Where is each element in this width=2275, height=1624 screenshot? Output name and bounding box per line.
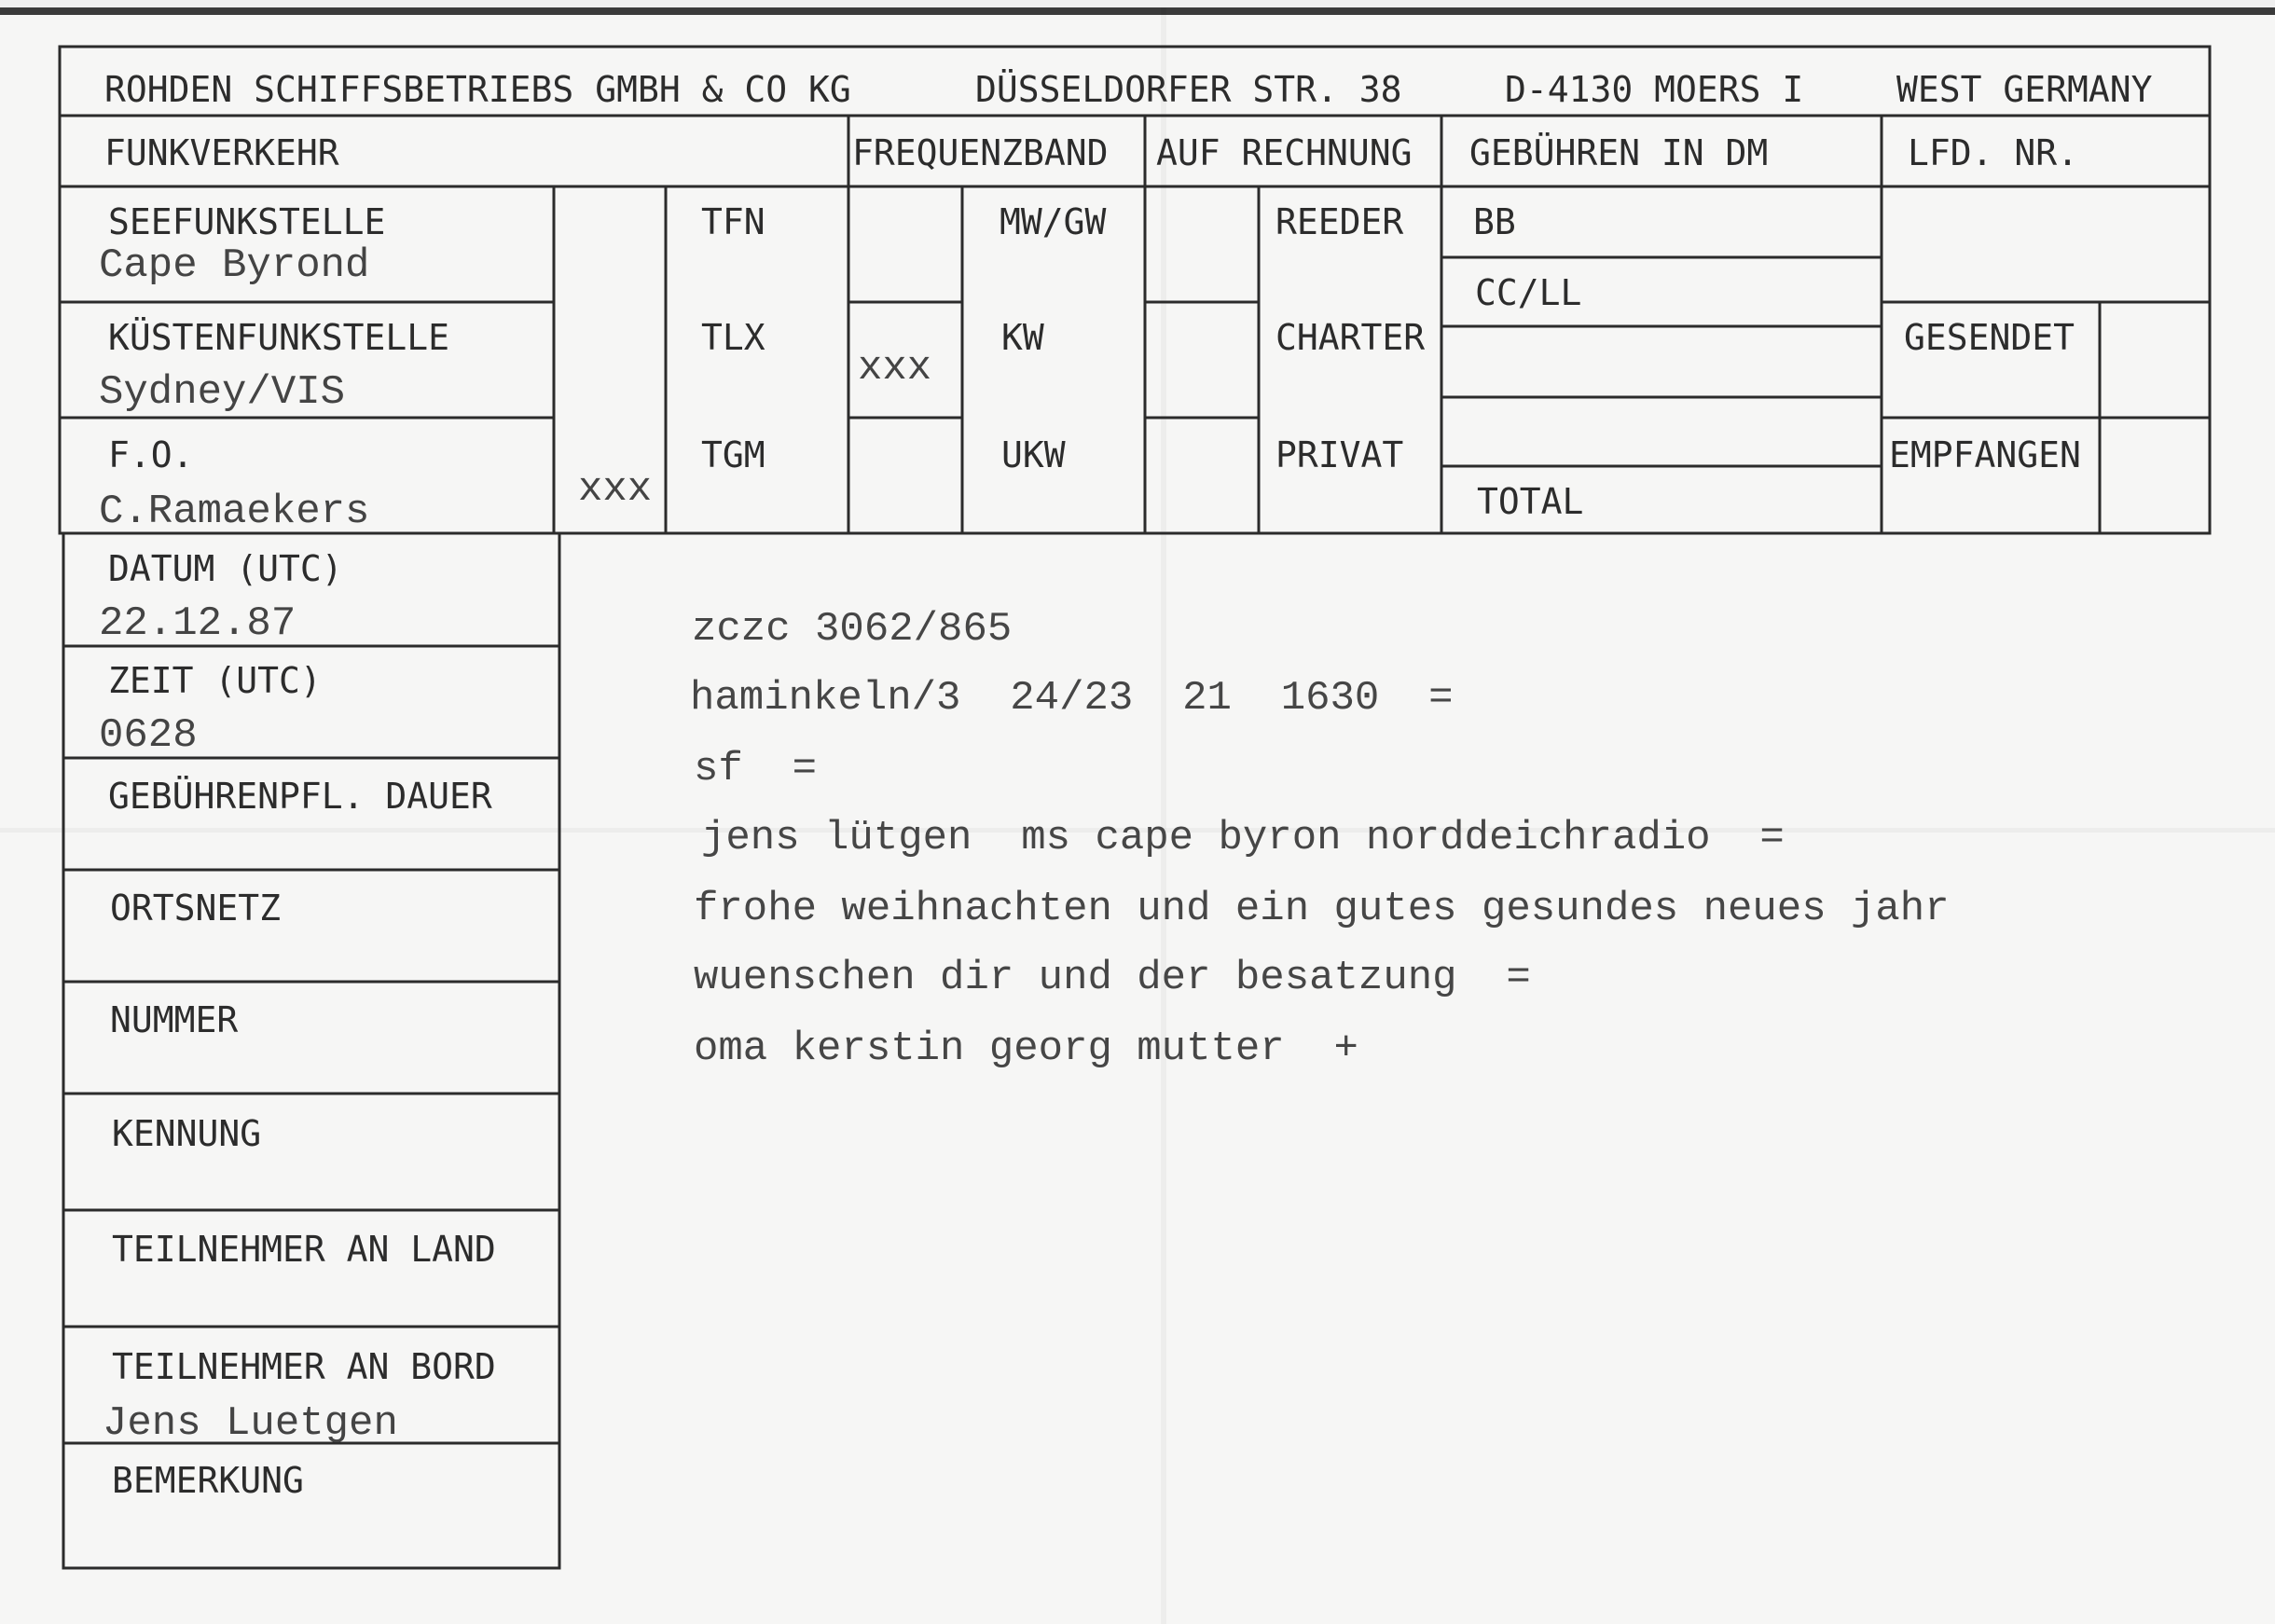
message-line: zczc 3062/865 — [692, 606, 1013, 653]
bemerkung-label: BEMERKUNG — [112, 1460, 304, 1501]
teilnehmer-land-label: TEILNEHMER AN LAND — [112, 1229, 496, 1270]
empfangen-label: EMPFANGEN — [1889, 434, 2081, 475]
company-country: WEST GERMANY — [1896, 69, 2153, 110]
message-line: frohe weihnachten und ein gutes gesundes neues jahr — [694, 886, 1950, 932]
dauer-label: GEBÜHRENPFL. DAUER — [108, 776, 492, 817]
message-line: wuenschen dir und der besatzung = — [694, 955, 1531, 1001]
message-line: sf = — [694, 746, 818, 792]
company-name: ROHDEN SCHIFFSBETRIEBS GMBH & CO KG — [104, 69, 851, 110]
kennung-label: KENNUNG — [112, 1113, 262, 1154]
frequenzband-header: FREQUENZBAND — [852, 132, 1109, 173]
ukw-label: UKW — [1001, 434, 1066, 475]
reeder-label: REEDER — [1275, 201, 1404, 242]
zeit-label: ZEIT (UTC) — [108, 660, 322, 701]
message-line: haminkeln/3 24/23 21 1630 = — [690, 675, 1454, 722]
charter-label: CHARTER — [1275, 317, 1426, 358]
company-street: DÜSSELDORFER STR. 38 — [975, 69, 1402, 110]
auf-rechnung-header: AUF RECHNUNG — [1156, 132, 1413, 173]
message-line: oma kerstin georg mutter + — [694, 1025, 1358, 1072]
telegram-form — [0, 7, 2275, 1624]
gebuehren-header: GEBÜHREN IN DM — [1469, 132, 1769, 173]
message-line: jens lütgen ms cape byron norddeichradio = — [701, 815, 1785, 861]
cc-ll-label: CC/LL — [1475, 272, 1582, 313]
tgm-label: TGM — [701, 434, 765, 475]
kw-label: KW — [1001, 317, 1044, 358]
gesendet-label: GESENDET — [1904, 317, 2075, 358]
zeit-value: 0628 — [99, 712, 198, 759]
company-city: D-4130 MOERS I — [1505, 69, 1804, 110]
teilnehmer-bord-label: TEILNEHMER AN BORD — [112, 1346, 496, 1387]
kuestenfunkstelle-label: KÜSTENFUNKSTELLE — [108, 317, 450, 358]
datum-label: DATUM (UTC) — [108, 548, 343, 589]
kuestenfunkstelle-value: Sydney/VIS — [99, 369, 346, 416]
tlx-label: TLX — [701, 317, 765, 358]
privat-label: PRIVAT — [1275, 434, 1404, 475]
seefunkstelle-value: Cape Byrond — [99, 242, 370, 289]
seefunkstelle-label: SEEFUNKSTELLE — [108, 201, 386, 242]
fo-value: C.Ramaekers — [99, 489, 370, 535]
lfd-nr-header: LFD. NR. — [1908, 132, 2079, 173]
fo-label: F.O. — [108, 434, 194, 475]
funkverkehr-header: FUNKVERKEHR — [104, 132, 339, 173]
mw-gw-label: MW/GW — [1000, 201, 1107, 242]
tlx-mark: xxx — [858, 345, 932, 392]
ortsnetz-label: ORTSNETZ — [110, 888, 282, 929]
bb-label: BB — [1473, 201, 1516, 242]
total-label: TOTAL — [1477, 481, 1584, 522]
datum-value: 22.12.87 — [99, 600, 296, 647]
teilnehmer-bord-value: Jens Luetgen — [103, 1400, 398, 1447]
fo-mark: xxx — [578, 466, 653, 513]
nummer-label: NUMMER — [110, 999, 239, 1040]
tfn-label: TFN — [701, 201, 765, 242]
